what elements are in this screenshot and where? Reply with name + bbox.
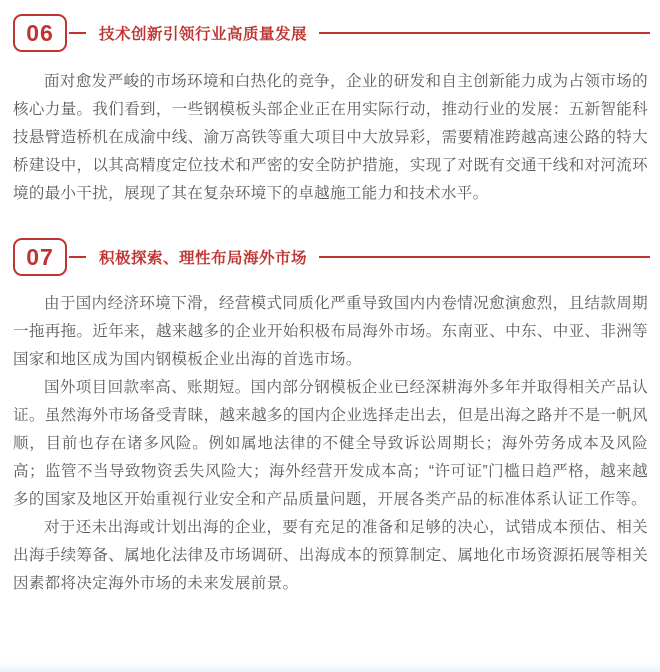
section-07-header-rule xyxy=(319,256,650,258)
section-06-paragraph: 面对愈发严峻的市场环境和白热化的竞争，企业的研发和自主创新能力成为占领市场的核心力量。我们看到，一些钢模板头部企业正在用实际行动，推动行业的发展：五新智能科技悬臂造桥机在成渝中线、渝万高铁等重大项目中大放异彩，需要精准跨越高速公路的特大桥建设中，以其高精度定位技术和严密的安全防护措施，实现了对既有交通干线和对河流环境的最小干扰，展现了其在复杂环境下的卓越施工能力和技术水平。 xyxy=(13,73,648,202)
section-06-title: 技术创新引领行业高质量发展 xyxy=(99,26,308,43)
section-07-number: 07 xyxy=(26,243,54,270)
section-07-title: 积极探索、理性布局海外市场 xyxy=(99,250,308,267)
section-07-paragraph-1: 由于国内经济环境下滑，经营模式同质化严重导致国内内卷情况愈演愈烈，且结款周期一拖再拖。近年来，越来越多的企业开始积极布局海外市场。东南亚、中东、中亚、非洲等国家和地区成为国内钢模板企业出海的首选市场。 xyxy=(13,295,648,368)
section-06-header xyxy=(0,14,660,52)
section-06-number-badge xyxy=(13,14,67,52)
section-07-connector-line xyxy=(69,256,86,258)
section-06-header-rule xyxy=(319,32,650,34)
section-07-paragraph-2: 国外项目回款率高、账期短。国内部分钢模板企业已经深耕海外多年并取得相关产品认证。虽然海外市场备受青睐，越来越多的国内企业选择走出去，但是出海之路并不是一帆风顺，目前也存在诸多风险。例如属地法律的不健全导致诉讼周期长；海外劳务成本及风险高；监管不当导致物资丢失风险大；海外经营开发成本高；“许可证”门槛日趋严格，越来越多的国家及地区开始重视行业安全和产品质量问题，开展各类产品的标准体系认证工作等。 xyxy=(13,379,648,508)
section-06-number: 06 xyxy=(26,19,54,46)
section-06-connector-line xyxy=(69,32,86,34)
section-06-body xyxy=(0,68,660,208)
section-07-number-badge xyxy=(13,238,67,276)
footer-tint-strip xyxy=(0,662,660,672)
section-07-body xyxy=(0,290,660,598)
section-07-paragraph-3: 对于还未出海或计划出海的企业，要有充足的准备和足够的决心，试错成本预估、相关出海手续筹备、属地化法律及市场调研、出海成本的预算制定、属地化市场资源拓展等相关因素都将决定海外市场的未来发展前景。 xyxy=(13,519,648,592)
section-07-header xyxy=(0,238,660,276)
